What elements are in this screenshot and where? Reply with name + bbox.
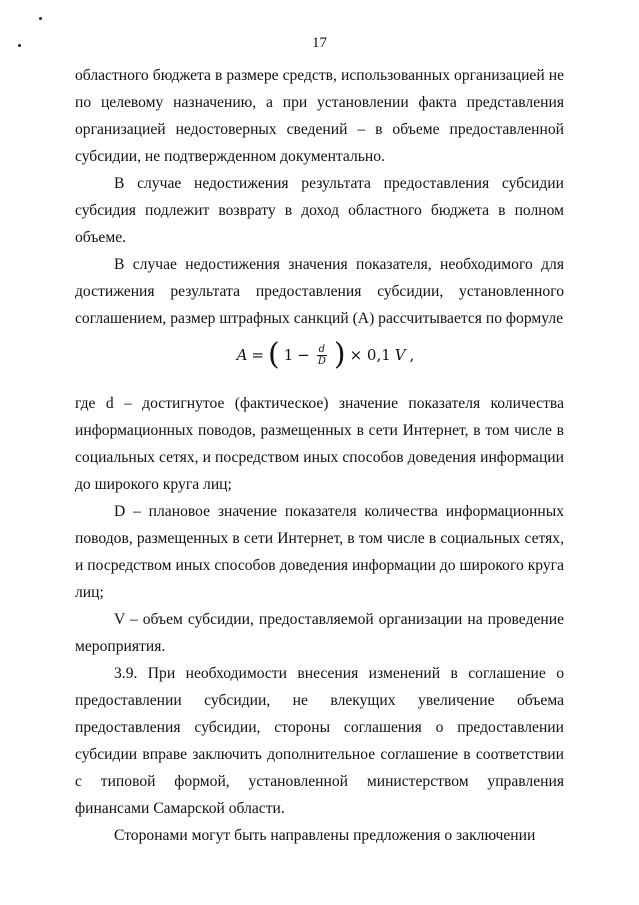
paragraph-definition-d: где d – достигнутое (фактическое) значение показателя количества информационных поводов, размещенных в сети Интернет, в том числе в социальных сетях, и посредством иных способов доведения информации до широкого круга лиц; [75, 395, 564, 493]
formula-tail: , [409, 345, 415, 364]
formula-open-paren: ( [268, 337, 280, 372]
paragraph-definition-V: V – объем субсидии, предоставляемой организации на проведение мероприятия. [75, 611, 564, 655]
formula-close-paren: ) [333, 337, 346, 372]
scan-mark-top [39, 17, 42, 20]
paragraph-continuation: областного бюджета в размере средств, использованных организацией не по целевому назначению, а при установлении факта представления организацией недостоверных сведений – в объеме предоставленной субсидии, не подтвержденном документально. [75, 67, 564, 165]
paragraph-refund: В случае недостижения результата предоставления субсидии субсидия подлежит возврату в доход областного бюджета в полном объеме. [75, 175, 564, 246]
formula-var: V [394, 345, 406, 364]
formula-fraction [316, 344, 328, 367]
paragraph-3-9: 3.9. При необходимости внесения изменений в соглашение о предоставлении субсидии, не влекущих увеличение объема предоставления субсидии, стороны соглашения о предоставлении субсидии вправе заключить дополнительное соглашение в соответствии с типовой формой, установленной министерством управления финансами Самарской области. [75, 665, 564, 817]
formula-equals: = [251, 345, 264, 364]
paragraph-definition-D: D – плановое значение показателя количества информационных поводов, размещенных в сети Интернет, в том числе в социальных сетях, и посредством иных способов доведения информации до широкого круга лиц; [75, 503, 564, 601]
formula-minus: − [297, 345, 310, 364]
paragraph-penalty: В случае недостижения значения показателя, необходимого для достижения результата предоставления субсидии, установленного соглашением, размер штрафных санкций (А) рассчитывается по формуле [75, 256, 564, 327]
page-number: 17 [312, 35, 327, 51]
penalty-formula [75, 337, 564, 386]
paragraph-proposals: Сторонами могут быть направлены предложения о заключении [114, 827, 536, 844]
formula-numerator: d [318, 343, 326, 355]
formula-times: × 0,1 [349, 345, 391, 364]
document-body [75, 62, 564, 849]
formula-lhs: A [236, 345, 248, 364]
formula-denominator: D [317, 355, 326, 367]
formula-one: 1 [283, 345, 294, 364]
